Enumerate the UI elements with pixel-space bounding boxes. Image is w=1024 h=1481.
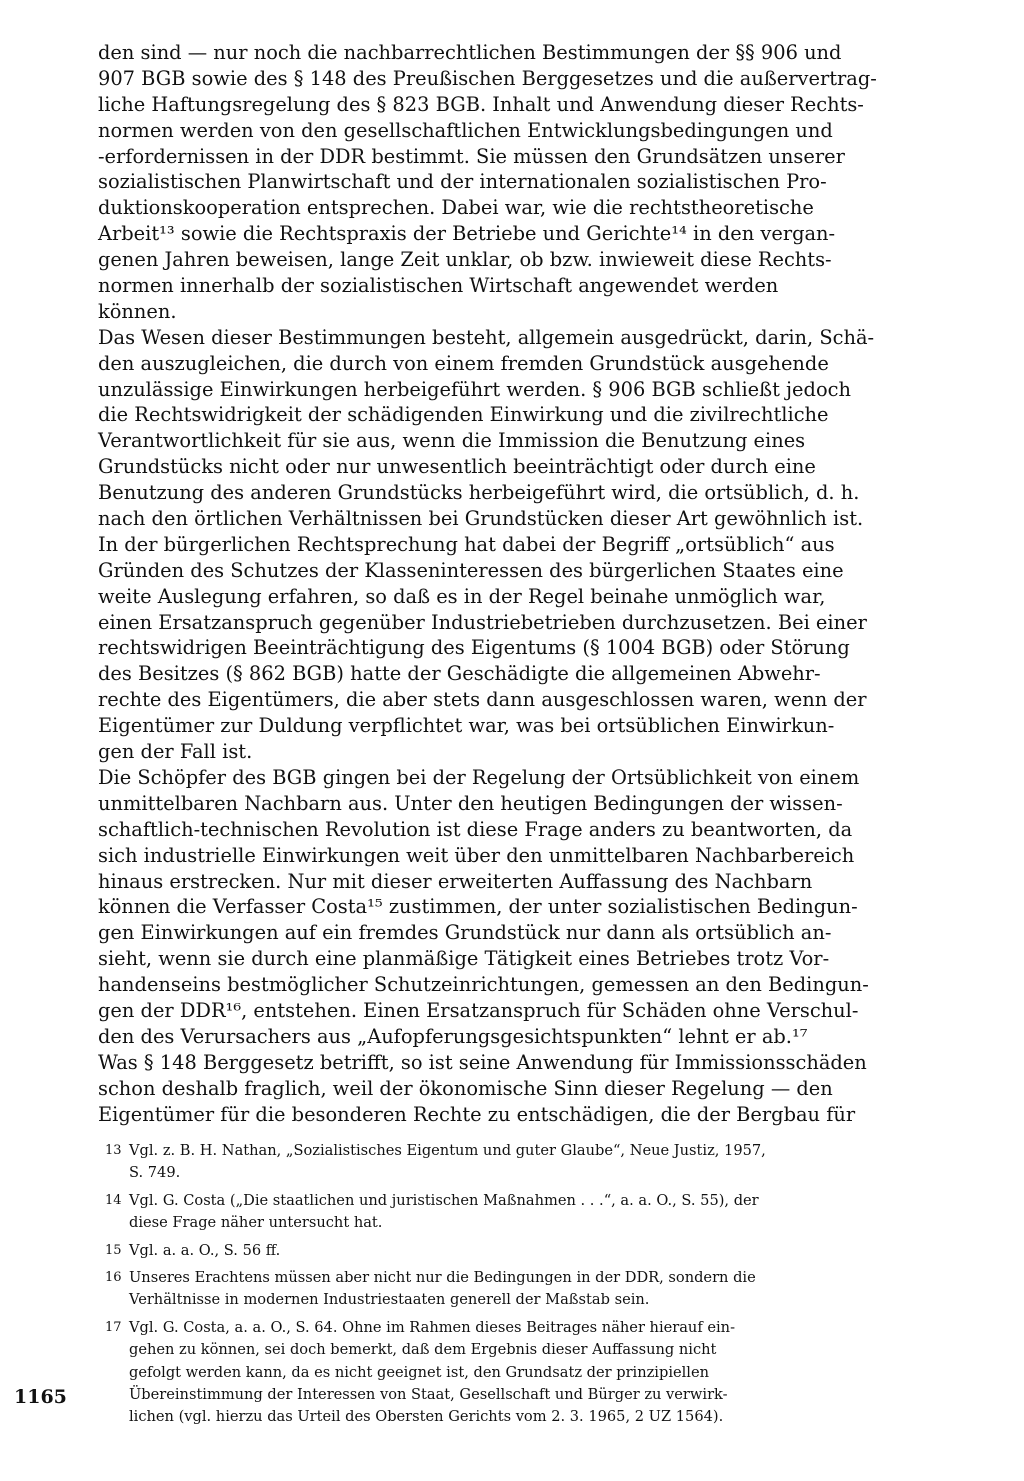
footnote-line: Vgl. G. Costa („Die staatlichen und juristischen Maßnahmen . . .“, a. a. O., S. 55), der xyxy=(129,1191,759,1209)
body-line: hinaus erstrecken. Nur mit dieser erweiterten Auffassung des Nachbarn xyxy=(98,869,813,893)
footnote-line: Übereinstimmung der Interessen von Staat, Gesellschaft und Bürger zu verwirk- xyxy=(129,1386,728,1404)
footnotes xyxy=(98,1140,948,1434)
body-line: handenseins bestmöglicher Schutzeinrichtungen, gemessen an den Bedingun- xyxy=(98,973,869,997)
body-line: Verantwortlichkeit für sie aus, wenn die Immission die Benutzung eines xyxy=(98,429,806,453)
footnote-line: Vgl. G. Costa, a. a. O., S. 64. Ohne im Rahmen dieses Beitrages näher hierauf ein- xyxy=(129,1318,736,1336)
footnote-number: 15 xyxy=(105,1242,122,1258)
footnote xyxy=(98,1317,948,1429)
footnote-line: Vgl. a. a. O., S. 56 ff. xyxy=(129,1241,281,1259)
body-line: sieht, wenn sie durch eine planmäßige Tätigkeit eines Betriebes trotz Vor- xyxy=(98,947,830,971)
footnote xyxy=(98,1240,948,1262)
body-line: den auszugleichen, die durch von einem fremden Grundstück ausgehende xyxy=(98,351,829,375)
footnote-line: gehen zu können, sei doch bemerkt, daß dem Ergebnis dieser Auffassung nicht xyxy=(129,1341,717,1359)
body-line: Arbeit¹³ sowie die Rechtspraxis der Betriebe und Gerichte¹⁴ in den vergan- xyxy=(98,222,836,246)
body-line: weite Auslegung erfahren, so daß es in der Regel beinahe unmöglich war, xyxy=(98,584,826,608)
body-line: Gründen des Schutzes der Klasseninteressen des bürgerlichen Staates eine xyxy=(98,558,844,582)
footnote-number: 14 xyxy=(105,1192,122,1208)
body-text xyxy=(98,40,941,1127)
footnote-number: 13 xyxy=(105,1143,122,1158)
body-line: gen Einwirkungen auf ein fremdes Grundstück nur dann als ortsüblich an- xyxy=(98,921,832,945)
body-line: rechtswidrigen Beeinträchtigung des Eigentums (§ 1004 BGB) oder Störung xyxy=(98,636,850,660)
body-line: den des Verursachers aus „Aufopferungsgesichtspunkten“ lehnt er ab.¹⁷ xyxy=(98,1024,808,1048)
body-line: Grundstücks nicht oder nur unwesentlich beeinträchtigt oder durch eine xyxy=(98,455,816,479)
footnote-line: Vgl. z. B. H. Nathan, „Sozialistisches Eigentum und guter Glaube“, Neue Justiz, 1957, xyxy=(129,1142,766,1159)
footnote xyxy=(98,1190,948,1235)
body-line: rechte des Eigentümers, die aber stets dann ausgeschlossen waren, wenn der xyxy=(98,688,867,712)
body-line: unmittelbaren Nachbarn aus. Unter den heutigen Bedingungen der wissen- xyxy=(98,791,843,815)
body-line: des Besitzes (§ 862 BGB) hatte der Geschädigte die allgemeinen Abwehr- xyxy=(98,662,821,686)
body-line: Was § 148 Berggesetz betrifft, so ist seine Anwendung für Immissionsschäden xyxy=(98,1050,867,1074)
body-line: sich industrielle Einwirkungen weit über den unmittelbaren Nachbarbereich xyxy=(98,843,855,867)
body-line: In der bürgerlichen Rechtsprechung hat dabei der Begriff „ortsüblich“ aus xyxy=(98,532,835,556)
footnote-line: diese Frage näher untersucht hat. xyxy=(129,1214,383,1232)
footnote xyxy=(98,1140,948,1185)
footnote-line: lichen (vgl. hierzu das Urteil des Obersten Gerichts vom 2. 3. 1965, 2 UZ 1564). xyxy=(129,1408,724,1426)
body-line: können. xyxy=(98,299,177,323)
footnote-line: S. 749. xyxy=(129,1164,181,1182)
body-line: Eigentümer für die besonderen Rechte zu entschädigen, die der Bergbau für xyxy=(98,1102,856,1126)
page-number: 1165 xyxy=(14,1386,67,1408)
footnote-line: Verhältnisse in modernen Industriestaaten generell der Maßstab sein. xyxy=(129,1291,650,1309)
body-line: liche Haftungsregelung des § 823 BGB. Inhalt und Anwendung dieser Rechts- xyxy=(98,92,864,116)
body-line: normen werden von den gesellschaftlichen Entwicklungsbedingungen und xyxy=(98,118,833,142)
body-line: -erfordernissen in der DDR bestimmt. Sie müssen den Grundsätzen unserer xyxy=(98,144,845,168)
body-line: gen der Fall ist. xyxy=(98,740,253,764)
footnote-number: 16 xyxy=(105,1270,122,1286)
footnote-line: gefolgt werden kann, da es nicht geeignet ist, den Grundsatz der prinzipiellen xyxy=(129,1363,709,1381)
body-line: Die Schöpfer des BGB gingen bei der Regelung der Ortsüblichkeit von einem xyxy=(98,765,860,789)
body-line: schon deshalb fraglich, weil der ökonomische Sinn dieser Regelung — den xyxy=(98,1076,833,1100)
footnote-number: 17 xyxy=(105,1319,122,1335)
body-line: Eigentümer zur Duldung verpflichtet war, was bei ortsüblichen Einwirkun- xyxy=(98,714,835,738)
body-line: normen innerhalb der sozialistischen Wirtschaft angewendet werden xyxy=(98,274,779,298)
body-line: 907 BGB sowie des § 148 des Preußischen Berggesetzes und die außervertrag- xyxy=(98,66,877,90)
body-line: die Rechtswidrigkeit der schädigenden Einwirkung und die zivilrechtliche xyxy=(98,403,829,427)
body-line: gen der DDR¹⁶, entstehen. Einen Ersatzanspruch für Schäden ohne Verschul- xyxy=(98,998,859,1022)
body-line: den sind — nur noch die nachbarrechtlichen Bestimmungen der §§ 906 und xyxy=(98,41,842,64)
body-line: nach den örtlichen Verhältnissen bei Grundstücken dieser Art gewöhnlich ist. xyxy=(98,507,864,531)
body-line: sozialistischen Planwirtschaft und der internationalen sozialistischen Pro- xyxy=(98,170,827,194)
body-line: unzulässige Einwirkungen herbeigeführt werden. § 906 BGB schließt jedoch xyxy=(98,377,851,401)
body-line: schaftlich-technischen Revolution ist diese Frage anders zu beantworten, da xyxy=(98,817,853,841)
body-line: Das Wesen dieser Bestimmungen besteht, allgemein ausgedrückt, darin, Schä- xyxy=(98,325,875,349)
body-line: duktionskooperation entsprechen. Dabei war, wie die rechtstheoretische xyxy=(98,196,814,220)
footnote xyxy=(98,1267,948,1312)
body-line: einen Ersatzanspruch gegenüber Industriebetrieben durchzusetzen. Bei einer xyxy=(98,610,867,634)
body-line: Benutzung des anderen Grundstücks herbeigeführt wird, die ortsüblich, d. h. xyxy=(98,481,860,505)
body-line: können die Verfasser Costa¹⁵ zustimmen, der unter sozialistischen Bedingun- xyxy=(98,895,858,919)
footnote-line: Unseres Erachtens müssen aber nicht nur die Bedingungen in der DDR, sondern die xyxy=(129,1269,756,1287)
body-line: genen Jahren beweisen, lange Zeit unklar, ob bzw. inwieweit diese Rechts- xyxy=(98,248,832,272)
